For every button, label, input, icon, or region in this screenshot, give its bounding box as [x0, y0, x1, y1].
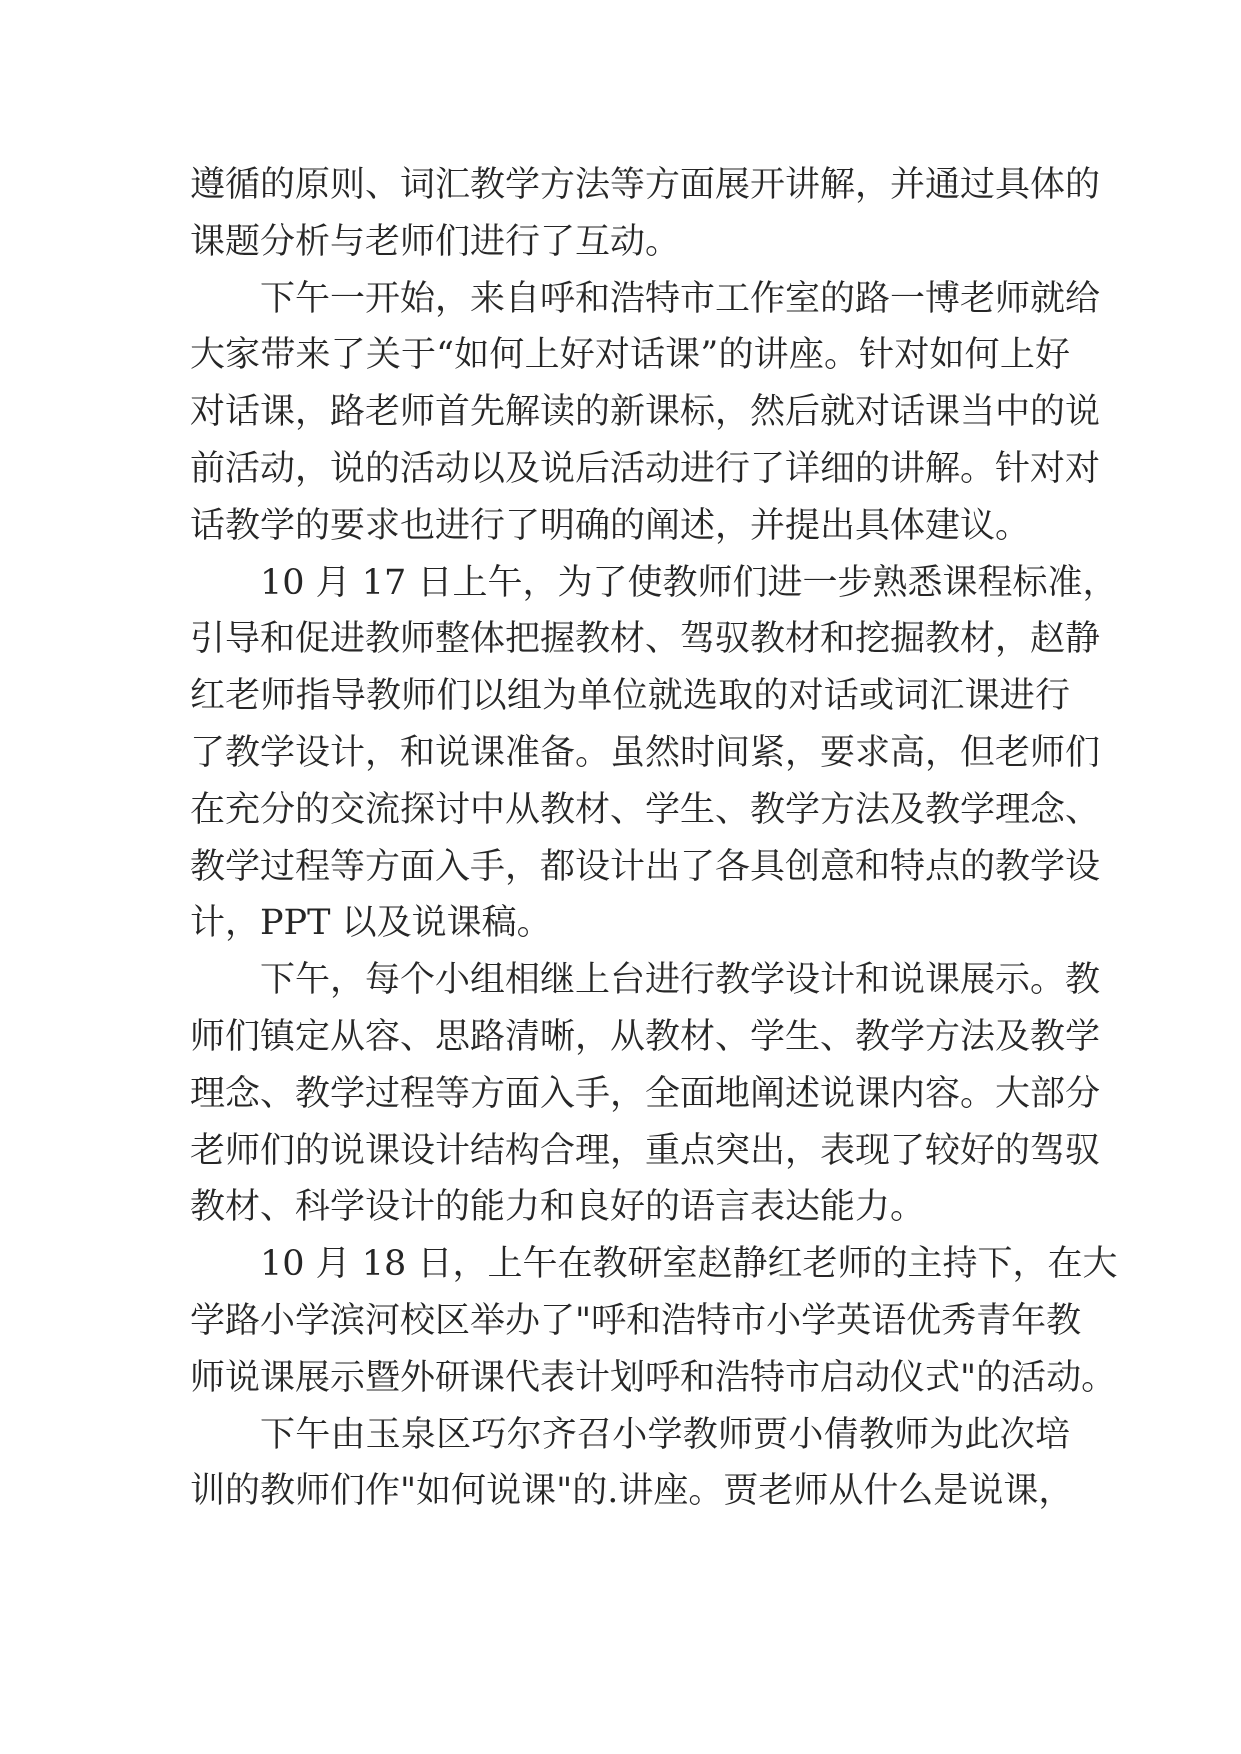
text-line: 学路小学滨河校区举办了"呼和浩特市小学英语优秀青年教: [190, 1300, 1082, 1341]
text-line: 下午，每个小组相继上台进行教学设计和说课展示。教: [260, 960, 1101, 1001]
text-line: 教学过程等方面入手，都设计出了各具创意和特点的教学设: [190, 846, 1101, 887]
text-line: 训的教师们作"如何说课"的.讲座。贾老师从什么是说课，: [190, 1471, 1074, 1512]
text-line: 师说课展示暨外研课代表计划呼和浩特市启动仪式"的活动。: [190, 1357, 1117, 1398]
text-line: 10 月 17 日上午，为了使教师们进一步熟悉课程标准，: [260, 562, 1118, 603]
text-line: 下午由玉泉区巧尔齐召小学教师贾小倩教师为此次培: [260, 1414, 1070, 1455]
text-line: 对话课，路老师首先解读的新课标，然后就对话课当中的说: [190, 392, 1101, 433]
text-line: 引导和促进教师整体把握教材、驾驭教材和挖掘教材，赵静: [190, 619, 1101, 660]
text-line: 计，PPT 以及说课稿。: [190, 903, 552, 944]
text-line: 老师们的说课设计结构合理，重点突出，表现了较好的驾驭: [190, 1130, 1101, 1171]
text-line: 大家带来了关于“如何上好对话课”的讲座。针对如何上好: [190, 335, 1070, 376]
text-line: 教材、科学设计的能力和良好的语言表达能力。: [190, 1187, 926, 1228]
text-line: 下午一开始，来自呼和浩特市工作室的路一博老师就给: [260, 278, 1101, 319]
text-line: 了教学设计，和说课准备。虽然时间紧，要求高，但老师们: [190, 732, 1101, 773]
text-line: 话教学的要求也进行了明确的阐述，并提出具体建议。: [190, 505, 1031, 546]
text-line: 红老师指导教师们以组为单位就选取的对话或词汇课进行: [190, 676, 1070, 717]
text-line: 前活动，说的活动以及说后活动进行了详细的讲解。针对对: [190, 448, 1101, 489]
text-line: 师们镇定从容、思路清晰，从教材、学生、教学方法及教学: [190, 1016, 1101, 1057]
body-text: [190, 157, 1118, 1520]
text-line: 10 月 18 日，上午在教研室赵静红老师的主持下，在大: [260, 1244, 1118, 1285]
text-line: 在充分的交流探讨中从教材、学生、教学方法及教学理念、: [190, 789, 1101, 830]
text-line: 遵循的原则、词汇教学方法等方面展开讲解，并通过具体的: [190, 165, 1101, 205]
text-line: 理念、教学过程等方面入手，全面地阐述说课内容。大部分: [190, 1073, 1101, 1114]
text-line: 课题分析与老师们进行了互动。: [190, 221, 681, 262]
